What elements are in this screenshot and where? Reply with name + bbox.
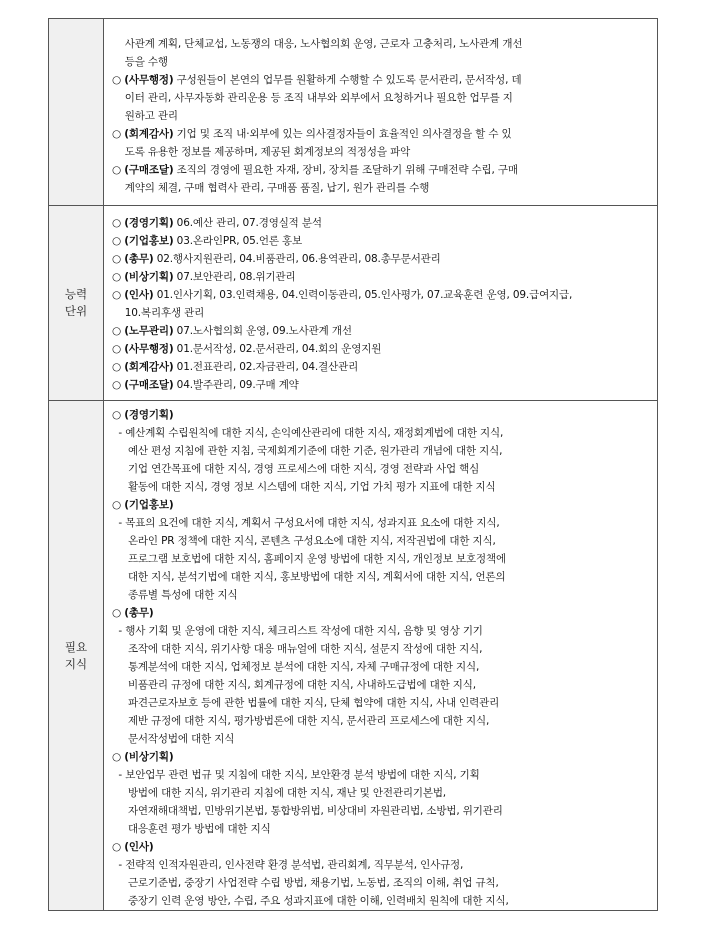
text-line: ○ (인사) 01.인사기획, 03.인력채용, 04.인력이동관리, 05.인사평가, 07.교육훈련 운영, 09.급여지급, (112, 289, 573, 301)
text-line: ○ (회계감사) 01.전표관리, 02.자금관리, 04.결산관리 (112, 361, 359, 373)
row-label (49, 19, 104, 206)
text-line: 원하고 관리 (112, 110, 178, 122)
text-line: 프로그램 보호법에 대한 지식, 홈페이지 운영 방법에 대한 지식, 개인정보 보호정책에 (112, 553, 506, 565)
text-block (112, 214, 657, 394)
text-line: - 전략적 인적자원관리, 인사전략 환경 분석법, 관리회계, 직무분석, 인사규정, (112, 859, 464, 871)
text-line: 방법에 대한 지식, 위기관리 지침에 대한 지식, 재난 및 안전관리기본법, (112, 787, 446, 799)
row-label-line: 필요 (64, 639, 88, 654)
duties-cell (104, 19, 658, 206)
text-line: 대한 지식, 분석기법에 대한 지식, 홍보방법에 대한 지식, 계획서에 대한 지식, 언론의 (112, 571, 506, 583)
row-label-ability-units (49, 206, 104, 401)
text-line: ○ (기업홍보) (112, 499, 174, 511)
text-line: 종류별 특성에 대한 지식 (112, 589, 238, 601)
text-line: 10.복리후생 관리 (112, 307, 205, 319)
row-label-line: 지식 (64, 656, 88, 671)
row-label-text (65, 287, 87, 318)
text-line: 통계분석에 대한 지식, 업체정보 분석에 대한 지식, 자체 구매규정에 대한 지식, (112, 661, 480, 673)
text-line: - 보안업무 관련 법규 및 지침에 대한 지식, 보안환경 분석 방법에 대한 지식, 기획 (112, 769, 480, 781)
required-knowledge-cell (104, 401, 658, 911)
text-line: 온라인 PR 정책에 대한 지식, 콘텐츠 구성요소에 대한 지식, 저작권법에 대한 지식, (112, 535, 496, 547)
text-line: ○ (비상기획) (112, 751, 174, 763)
text-line: ○ (구매조달) 조직의 경영에 필요한 자재, 장비, 장치를 조달하기 위해 구매전략 수립, 구매 (112, 164, 518, 176)
text-line: 대응훈련 평가 방법에 대한 지식 (112, 823, 271, 835)
text-line: 기업 연간목표에 대한 지식, 경영 프로세스에 대한 지식, 경영 전략과 사업 핵심 (112, 463, 480, 475)
text-line: ○ (인사) (112, 841, 154, 853)
text-line: 사관계 계획, 단체교섭, 노동쟁의 대응, 노사협의회 운영, 근로자 고충처리, 노사관계 개선 (112, 38, 523, 50)
text-block (112, 406, 657, 910)
text-line: ○ (총무) (112, 607, 154, 619)
text-line: ○ (비상기획) 07.보안관리, 08.위기관리 (112, 271, 296, 283)
row-label-text (65, 640, 87, 671)
text-line: 제반 규정에 대한 지식, 평가방법론에 대한 지식, 문서관리 프로세스에 대한 지식, (112, 715, 490, 727)
row-label-line: 단위 (64, 304, 88, 318)
table-row (49, 206, 658, 401)
text-block (112, 35, 657, 197)
job-description-table (48, 18, 658, 911)
table-row (49, 401, 658, 911)
text-line: - 목표의 요건에 대한 지식, 계획서 구성요서에 대한 지식, 성과지표 요소에 대한 지식, (112, 517, 500, 529)
text-line: - 행사 기획 및 운영에 대한 지식, 체크리스트 작성에 대한 지식, 음향 및 영상 기기 (112, 625, 483, 637)
text-line: 예산 편성 지침에 관한 지침, 국제회계기준에 대한 기준, 원가관리 개념에 대한 지식, (112, 445, 503, 457)
text-line: 이터 관리, 사무자동화 관리운용 등 조직 내부와 외부에서 요청하거나 필요한 업무를 지 (112, 92, 513, 104)
text-line: ○ (경영기획) (112, 409, 174, 421)
table-row (49, 19, 658, 206)
row-label-line: 능력 (64, 287, 88, 301)
text-line: 등을 수행 (112, 56, 168, 68)
text-line: 자연재해대책법, 민방위기본법, 통합방위법, 비상대비 자원관리법, 소방법, 위기관리 (112, 805, 503, 817)
text-line: 조작에 대한 지식, 위기사항 대응 매뉴얼에 대한 지식, 설문지 작성에 대한 지식, (112, 643, 483, 655)
ability-units-cell (104, 206, 658, 401)
text-line: ○ (기업홍보) 03.온라인PR, 05.언론 홍보 (112, 235, 303, 247)
text-line: ○ (회계감사) 기업 및 조직 내·외부에 있는 의사결정자들이 효율적인 의사결정을 할 수 있 (112, 128, 512, 140)
text-line: ○ (총무) 02.행사지원관리, 04.비품관리, 06.용역관리, 08.총무문서관리 (112, 253, 441, 265)
text-line: 문서작성법에 대한 지식 (112, 733, 235, 745)
text-line: 중장기 인력 운영 방안, 수립, 주요 성과지표에 대한 이해, 인력배치 원칙에 대한 지식, (112, 895, 509, 907)
text-line: - 예산계획 수립원칙에 대한 지식, 손익예산관리에 대한 지식, 재정회계법에 대한 지식, (112, 427, 504, 439)
text-line: ○ (사무행정) 구성원들이 본연의 업무를 원활하게 수행할 수 있도록 문서관리, 문서작성, 데 (112, 74, 522, 86)
text-line: ○ (노무관리) 07.노사협의회 운영, 09.노사관계 개선 (112, 325, 352, 337)
text-line: 계약의 체결, 구매 협력사 관리, 구매품 품질, 납기, 원가 관리를 수행 (112, 182, 430, 194)
text-line: 도록 유용한 정보를 제공하며, 제공된 회계정보의 적정성을 파악 (112, 146, 411, 158)
text-line: 근로기준법, 중장기 사업전략 수립 방법, 채용기법, 노동법, 조직의 이해, 취업 규칙, (112, 877, 499, 889)
text-line: ○ (구매조달) 04.발주관리, 09.구매 계약 (112, 379, 299, 391)
text-line: 비품관리 규정에 대한 지식, 회계규정에 대한 지식, 사내하도급법에 대한 지식, (112, 679, 476, 691)
row-label-required-knowledge (49, 401, 104, 911)
text-line: ○ (경영기획) 06.예산 관리, 07.경영실적 분석 (112, 217, 322, 229)
text-line: 파견근로자보호 등에 관한 법률에 대한 지식, 단체 협약에 대한 지식, 사내 인력관리 (112, 697, 500, 709)
text-line: 활동에 대한 지식, 경영 정보 시스템에 대한 지식, 기업 가치 평가 지표에 대한 지식 (112, 481, 496, 493)
text-line: ○ (사무행정) 01.문서작성, 02.문서관리, 04.회의 운영지원 (112, 343, 382, 355)
